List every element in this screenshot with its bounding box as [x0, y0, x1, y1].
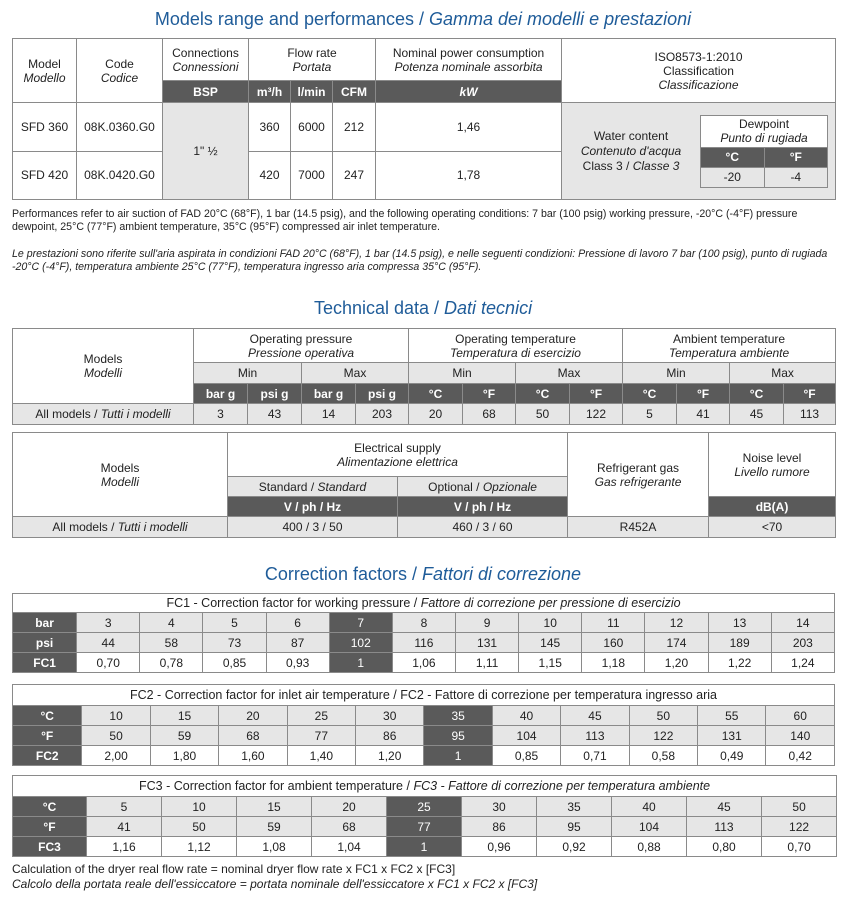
ambient-temperature-header: Ambient temperature Temperatura ambiente: [623, 329, 836, 363]
row-label: bar: [13, 613, 77, 633]
fc1-cell: 7: [329, 613, 392, 633]
electrical-supply-header: Electrical supply Alimentazione elettrica: [228, 433, 568, 477]
fc1-cell: 8: [392, 613, 455, 633]
unit-cell: bar g: [302, 384, 356, 404]
table-row: [13, 404, 836, 425]
optional-header: Optional / Opzionale: [398, 477, 568, 497]
fc1-cell: 13: [708, 613, 771, 633]
fc3-cell: 5: [87, 797, 162, 817]
row-label: °C: [13, 797, 87, 817]
fc2-cell: 1,80: [150, 746, 218, 766]
fc1-cell: 14: [771, 613, 834, 633]
min-label: Min: [623, 363, 730, 384]
fc3-cell: 1,04: [312, 837, 387, 857]
fc3-cell: 122: [762, 817, 837, 837]
dewpoint-unit-c: °C: [701, 147, 765, 167]
fc3-cell: 1,16: [87, 837, 162, 857]
fc2-cell: 0,58: [629, 746, 697, 766]
fc3-cell: 1,08: [237, 837, 312, 857]
fc3-cell: 1: [387, 837, 462, 857]
value-cell: 113: [784, 404, 836, 425]
fc1-cell: 1: [329, 653, 392, 673]
fc3-cell: 35: [537, 797, 612, 817]
fc1-cell: 44: [77, 633, 140, 653]
fc1-cell: 0,70: [77, 653, 140, 673]
fc1-cell: 1,18: [582, 653, 645, 673]
fc2-cell: 122: [629, 726, 697, 746]
standard-header: Standard / Standard: [228, 477, 398, 497]
vphhz-unit: V / ph / Hz: [228, 497, 398, 517]
fc2-cell: 25: [287, 706, 355, 726]
lmin-cell: 7000: [291, 151, 333, 200]
model-cell: SFD 360: [13, 103, 77, 152]
fc2-cell: 140: [766, 726, 835, 746]
table-row: [13, 613, 835, 633]
dewpoint-unit-f: °F: [764, 147, 828, 167]
unit-cell: °C: [409, 384, 463, 404]
table-row: [13, 653, 835, 673]
unit-cell: °C: [730, 384, 784, 404]
table-row: [13, 726, 835, 746]
refrigerant-gas-value: R452A: [568, 517, 709, 538]
fc1-cell: 131: [455, 633, 518, 653]
operating-pressure-header: Operating pressure Pressione operativa: [194, 329, 409, 363]
formula-en: Calculation of the dryer real flow rate = nominal dryer flow rate x FC1 x FC2 x [FC3]: [12, 862, 456, 876]
fc3-cell: 0,80: [687, 837, 762, 857]
formula-it: Calcolo della portata reale dell'essiccatore = portata nominale dell'essiccatore x FC1 x FC2 x [FC3]: [12, 877, 538, 891]
fc2-caption: FC2 - Correction factor for inlet air temperature / FC2 - Fattore di correzione per temperatura ingresso aria: [13, 685, 835, 706]
models-table: [12, 38, 836, 200]
noise-level-value: <70: [709, 517, 836, 538]
unit-cell: bar g: [194, 384, 248, 404]
technical-title: Technical data / Dati tecnici: [313, 298, 533, 318]
fc1-cell: 6: [266, 613, 329, 633]
table-row: [13, 633, 835, 653]
unit-cell: psi g: [248, 384, 302, 404]
fc3-cell: 113: [687, 817, 762, 837]
value-cell: 14: [302, 404, 356, 425]
code-cell: 08K.0360.G0: [77, 103, 163, 152]
flow-unit-lmin: l/min: [291, 81, 333, 103]
unit-cell: °C: [516, 384, 570, 404]
fc3-caption: FC3 - Correction factor for ambient temperature / FC3 - Fattore di correzione per temperatura ambiente: [13, 776, 837, 797]
fc2-cell: 1,20: [356, 746, 424, 766]
fc1-table: [12, 593, 835, 673]
connection-cell: 1" ½: [163, 103, 249, 200]
kw-cell: 1,46: [376, 103, 562, 152]
operating-temperature-header: Operating temperature Temperatura di esercizio: [409, 329, 623, 363]
fc1-cell: 10: [519, 613, 582, 633]
unit-cell: °C: [623, 384, 677, 404]
fc2-cell: 35: [424, 706, 492, 726]
fc1-cell: 1,11: [455, 653, 518, 673]
fc3-cell: 45: [687, 797, 762, 817]
fc2-cell: 40: [492, 706, 560, 726]
standard-value: 400 / 3 / 50: [228, 517, 398, 538]
fc2-cell: 0,49: [698, 746, 766, 766]
bsp-unit: BSP: [163, 81, 249, 103]
fc2-cell: 45: [561, 706, 629, 726]
fc1-cell: 73: [203, 633, 266, 653]
fc2-cell: 1: [424, 746, 492, 766]
all-models-label: All models / Tutti i modelli: [13, 404, 194, 425]
cfm-cell: 247: [333, 151, 376, 200]
models-title: Models range and performances / Gamma dei modelli e prestazioni: [154, 9, 692, 29]
fc1-cell: 0,78: [140, 653, 203, 673]
fc2-cell: 131: [698, 726, 766, 746]
value-cell: 20: [409, 404, 463, 425]
fc3-cell: 77: [387, 817, 462, 837]
fc1-cell: 58: [140, 633, 203, 653]
table-row: [13, 706, 835, 726]
table-row: [13, 103, 836, 152]
fc2-cell: 10: [82, 706, 150, 726]
fc1-cell: 145: [519, 633, 582, 653]
fc2-cell: 55: [698, 706, 766, 726]
m3h-cell: 420: [249, 151, 291, 200]
row-label: °C: [13, 706, 82, 726]
fc3-cell: 59: [237, 817, 312, 837]
fc1-cell: 174: [645, 633, 708, 653]
refrigerant-gas-header: Refrigerant gas Gas refrigerante: [568, 433, 709, 517]
fc3-cell: 104: [612, 817, 687, 837]
optional-value: 460 / 3 / 60: [398, 517, 568, 538]
all-models-label: All models / Tutti i modelli: [13, 517, 228, 538]
fc3-cell: 0,70: [762, 837, 837, 857]
fc1-cell: 87: [266, 633, 329, 653]
fc2-cell: 20: [219, 706, 287, 726]
fc2-cell: 50: [629, 706, 697, 726]
row-label: FC3: [13, 837, 87, 857]
fc1-cell: 1,24: [771, 653, 834, 673]
row-label: FC2: [13, 746, 82, 766]
code-cell: 08K.0420.G0: [77, 151, 163, 200]
table-row: [13, 517, 836, 538]
fc1-cell: 102: [329, 633, 392, 653]
water-content: Water content Contenuto d'acqua Class 3 / Classe 3: [580, 128, 682, 173]
flow-unit-m3h: m³/h: [249, 81, 291, 103]
fc3-cell: 10: [162, 797, 237, 817]
unit-cell: psi g: [356, 384, 409, 404]
fc1-cell: 0,85: [203, 653, 266, 673]
value-cell: 41: [677, 404, 730, 425]
fc3-cell: 1,12: [162, 837, 237, 857]
fc3-cell: 50: [162, 817, 237, 837]
fc2-cell: 86: [356, 726, 424, 746]
fc2-cell: 60: [766, 706, 835, 726]
fc1-cell: 1,06: [392, 653, 455, 673]
fc1-cell: 116: [392, 633, 455, 653]
fc2-cell: 59: [150, 726, 218, 746]
table-row: [13, 797, 837, 817]
row-label: FC1: [13, 653, 77, 673]
value-cell: 203: [356, 404, 409, 425]
fc3-cell: 15: [237, 797, 312, 817]
operating-table: [12, 328, 836, 425]
value-cell: 5: [623, 404, 677, 425]
correction-title: Correction factors / Fattori di correzione: [264, 564, 582, 584]
vphhz-unit: V / ph / Hz: [398, 497, 568, 517]
model-cell: SFD 420: [13, 151, 77, 200]
fc3-cell: 95: [537, 817, 612, 837]
unit-cell: °F: [677, 384, 730, 404]
table-row: [13, 817, 837, 837]
table-row: [13, 837, 837, 857]
fc1-cell: 189: [708, 633, 771, 653]
iso-header: ISO8573-1:2010 Classification Classificazione: [562, 39, 836, 103]
model-header: Model Modello: [13, 39, 77, 103]
m3h-cell: 360: [249, 103, 291, 152]
fc2-cell: 77: [287, 726, 355, 746]
fc2-cell: 0,42: [766, 746, 835, 766]
fc1-cell: 11: [582, 613, 645, 633]
fc3-cell: 30: [462, 797, 537, 817]
fc1-cell: 203: [771, 633, 834, 653]
max-label: Max: [730, 363, 836, 384]
fc2-cell: 95: [424, 726, 492, 746]
max-label: Max: [516, 363, 623, 384]
fc1-cell: 9: [455, 613, 518, 633]
fc3-table: [12, 775, 837, 857]
min-label: Min: [409, 363, 516, 384]
unit-cell: °F: [570, 384, 623, 404]
fc1-cell: 5: [203, 613, 266, 633]
electrical-table: [12, 432, 836, 538]
value-cell: 43: [248, 404, 302, 425]
flow-header: Flow rate Portata: [249, 39, 376, 81]
fc2-cell: 2,00: [82, 746, 150, 766]
fc2-cell: 15: [150, 706, 218, 726]
fc2-cell: 0,85: [492, 746, 560, 766]
fc3-cell: 0,96: [462, 837, 537, 857]
min-label: Min: [194, 363, 302, 384]
fc3-cell: 68: [312, 817, 387, 837]
fc2-cell: 0,71: [561, 746, 629, 766]
fc1-cell: 1,20: [645, 653, 708, 673]
fc2-cell: 1,60: [219, 746, 287, 766]
fc3-cell: 41: [87, 817, 162, 837]
dewpoint-box: Dewpoint Punto di rugiada °C °F -20 -4: [700, 115, 828, 188]
power-header: Nominal power consumption Potenza nominale assorbita: [376, 39, 562, 81]
fc1-cell: 1,22: [708, 653, 771, 673]
fc3-cell: 25: [387, 797, 462, 817]
models-header: Models Modelli: [13, 433, 228, 517]
fc1-cell: 1,15: [519, 653, 582, 673]
row-label: psi: [13, 633, 77, 653]
dewpoint-value-c: -20: [701, 167, 765, 187]
power-unit: kW: [376, 81, 562, 103]
fc1-cell: 12: [645, 613, 708, 633]
value-cell: 68: [463, 404, 516, 425]
noise-level-header: Noise level Livello rumore: [709, 433, 836, 497]
fc3-cell: 0,92: [537, 837, 612, 857]
fc1-cell: 4: [140, 613, 203, 633]
connections-header: Connections Connessioni: [163, 39, 249, 81]
fc1-caption: FC1 - Correction factor for working pressure / Fattore di correzione per pressione di esercizio: [13, 594, 835, 613]
table-row: [13, 746, 835, 766]
fc2-table: [12, 684, 835, 766]
unit-cell: °F: [463, 384, 516, 404]
performance-note-it: Le prestazioni sono riferite sull'aria aspirata in condizioni FAD 20°C (68°F), 1 bar (14.5 psig), e nelle seguenti condizioni: Pressione di lavoro 7 bar (100 psig), punto di rugiada -20°C (-4°F), temperatura ambiente 25°C (77°F), temperatura ingresso aria compressa 35°C (95°F).: [12, 248, 828, 273]
fc1-cell: 0,93: [266, 653, 329, 673]
fc3-cell: 86: [462, 817, 537, 837]
fc1-cell: 160: [582, 633, 645, 653]
fc3-cell: 0,88: [612, 837, 687, 857]
fc2-cell: 104: [492, 726, 560, 746]
row-label: °F: [13, 817, 87, 837]
performance-note-en: Performances refer to air suction of FAD 20°C (68°F), 1 bar (14.5 psig), and the following operating conditions: 7 bar (100 psig) working pressure, -20°C (-4°F) pressure dewpoint, 25°C (77°F) ambient temperature, 35°C (95°F) compressed air inlet temperature.: [12, 208, 798, 233]
value-cell: 122: [570, 404, 623, 425]
fc3-cell: 40: [612, 797, 687, 817]
lmin-cell: 6000: [291, 103, 333, 152]
fc2-cell: 68: [219, 726, 287, 746]
flow-unit-cfm: CFM: [333, 81, 376, 103]
value-cell: 45: [730, 404, 784, 425]
dewpoint-value-f: -4: [764, 167, 828, 187]
iso-class-cell: [562, 103, 836, 200]
fc1-cell: 3: [77, 613, 140, 633]
code-header: Code Codice: [77, 39, 163, 103]
value-cell: 50: [516, 404, 570, 425]
fc2-cell: 1,40: [287, 746, 355, 766]
fc3-cell: 50: [762, 797, 837, 817]
noise-unit: dB(A): [709, 497, 836, 517]
value-cell: 3: [194, 404, 248, 425]
row-label: °F: [13, 726, 82, 746]
fc2-cell: 113: [561, 726, 629, 746]
unit-cell: °F: [784, 384, 836, 404]
max-label: Max: [302, 363, 409, 384]
fc2-cell: 30: [356, 706, 424, 726]
fc3-cell: 20: [312, 797, 387, 817]
fc2-cell: 50: [82, 726, 150, 746]
models-header: Models Modelli: [13, 329, 194, 404]
cfm-cell: 212: [333, 103, 376, 152]
kw-cell: 1,78: [376, 151, 562, 200]
